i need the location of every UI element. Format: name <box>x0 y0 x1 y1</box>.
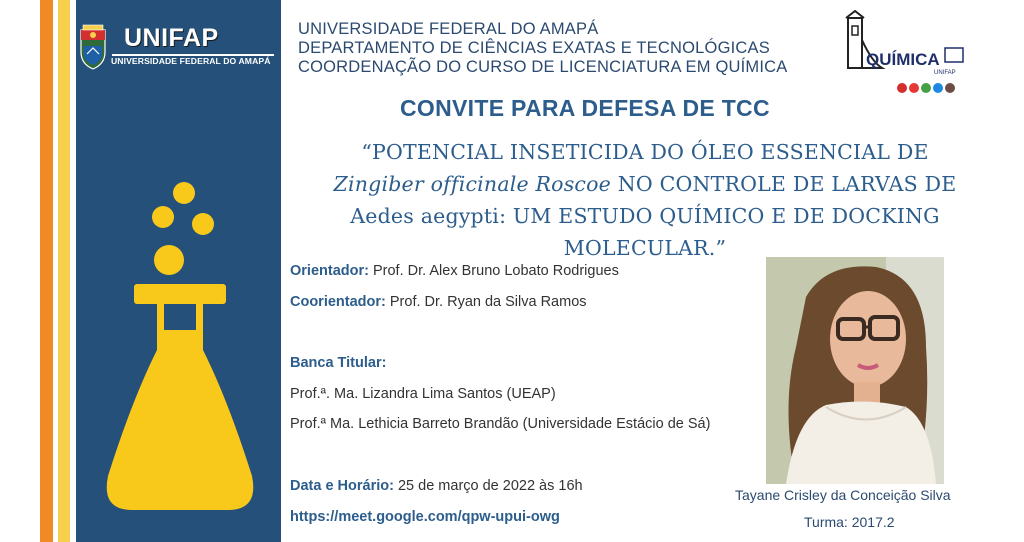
invite-title: CONVITE PARA DEFESA DE TCC <box>400 95 770 121</box>
banca-member: Prof.ª Ma. Lethicia Barreto Brandão (Universidade Estácio de Sá) <box>290 416 711 432</box>
schedule-label: Data e Horário: <box>290 478 394 494</box>
unifap-full-name: UNIVERSIDADE FEDERAL DO AMAPÁ <box>111 56 271 66</box>
thesis-title <box>300 136 990 264</box>
unifap-crest-icon <box>78 24 108 70</box>
chemistry-flask-icon <box>100 180 260 520</box>
orientador-label: Orientador: <box>290 263 369 279</box>
schedule-value: 25 de março de 2022 às 16h <box>393 478 583 494</box>
header-line-coordination: COORDENAÇÃO DO CURSO DE LICENCIATURA EM QUÍMICA <box>298 58 788 76</box>
header-line-university: UNIVERSIDADE FEDERAL DO AMAPÁ <box>298 20 599 38</box>
unifap-logo <box>78 24 278 74</box>
thesis-title-line2-rest: NO CONTROLE DE LARVAS DE <box>611 172 957 196</box>
quimica-logo-text: QUÍMICA <box>866 50 940 69</box>
thesis-title-line3: Aedes aegypti: UM ESTUDO QUÍMICO E DE DOCKING <box>350 204 940 228</box>
header-line-department: DEPARTAMENTO DE CIÊNCIAS EXATAS E TECNOLÓGICAS <box>298 39 770 57</box>
coorientador-line <box>290 294 587 310</box>
orientador-line <box>290 263 619 279</box>
unifap-name: UNIFAP <box>124 24 219 52</box>
student-photo <box>766 257 944 484</box>
meet-link[interactable]: https://meet.google.com/qpw-upui-owg <box>290 509 560 525</box>
orange-stripe <box>40 0 53 542</box>
thesis-title-line4: MOLECULAR.” <box>563 236 727 260</box>
species-name: Zingiber officinale Roscoe <box>333 172 611 196</box>
institution-header <box>298 20 787 77</box>
coorientador-value: Prof. Dr. Ryan da Silva Ramos <box>385 294 587 310</box>
student-class: Turma: 2017.2 <box>804 514 895 530</box>
yellow-stripe <box>58 0 70 542</box>
quimica-logo-sub: UNIFAP <box>934 70 956 76</box>
thesis-title-line1: “POTENCIAL INSETICIDA DO ÓLEO ESSENCIAL DE <box>361 140 929 164</box>
banca-line <box>290 355 386 371</box>
banca-member: Prof.ª. Ma. Lizandra Lima Santos (UEAP) <box>290 386 556 402</box>
student-name: Tayane Crisley da Conceição Silva <box>735 487 951 503</box>
coorientador-label: Coorientador: <box>290 294 386 310</box>
orientador-value: Prof. Dr. Alex Bruno Lobato Rodrigues <box>368 263 619 279</box>
thesis-title-line2 <box>300 168 990 200</box>
banca-label: Banca Titular: <box>290 355 387 371</box>
quimica-logo-icon <box>842 10 968 98</box>
schedule-line <box>290 478 583 494</box>
